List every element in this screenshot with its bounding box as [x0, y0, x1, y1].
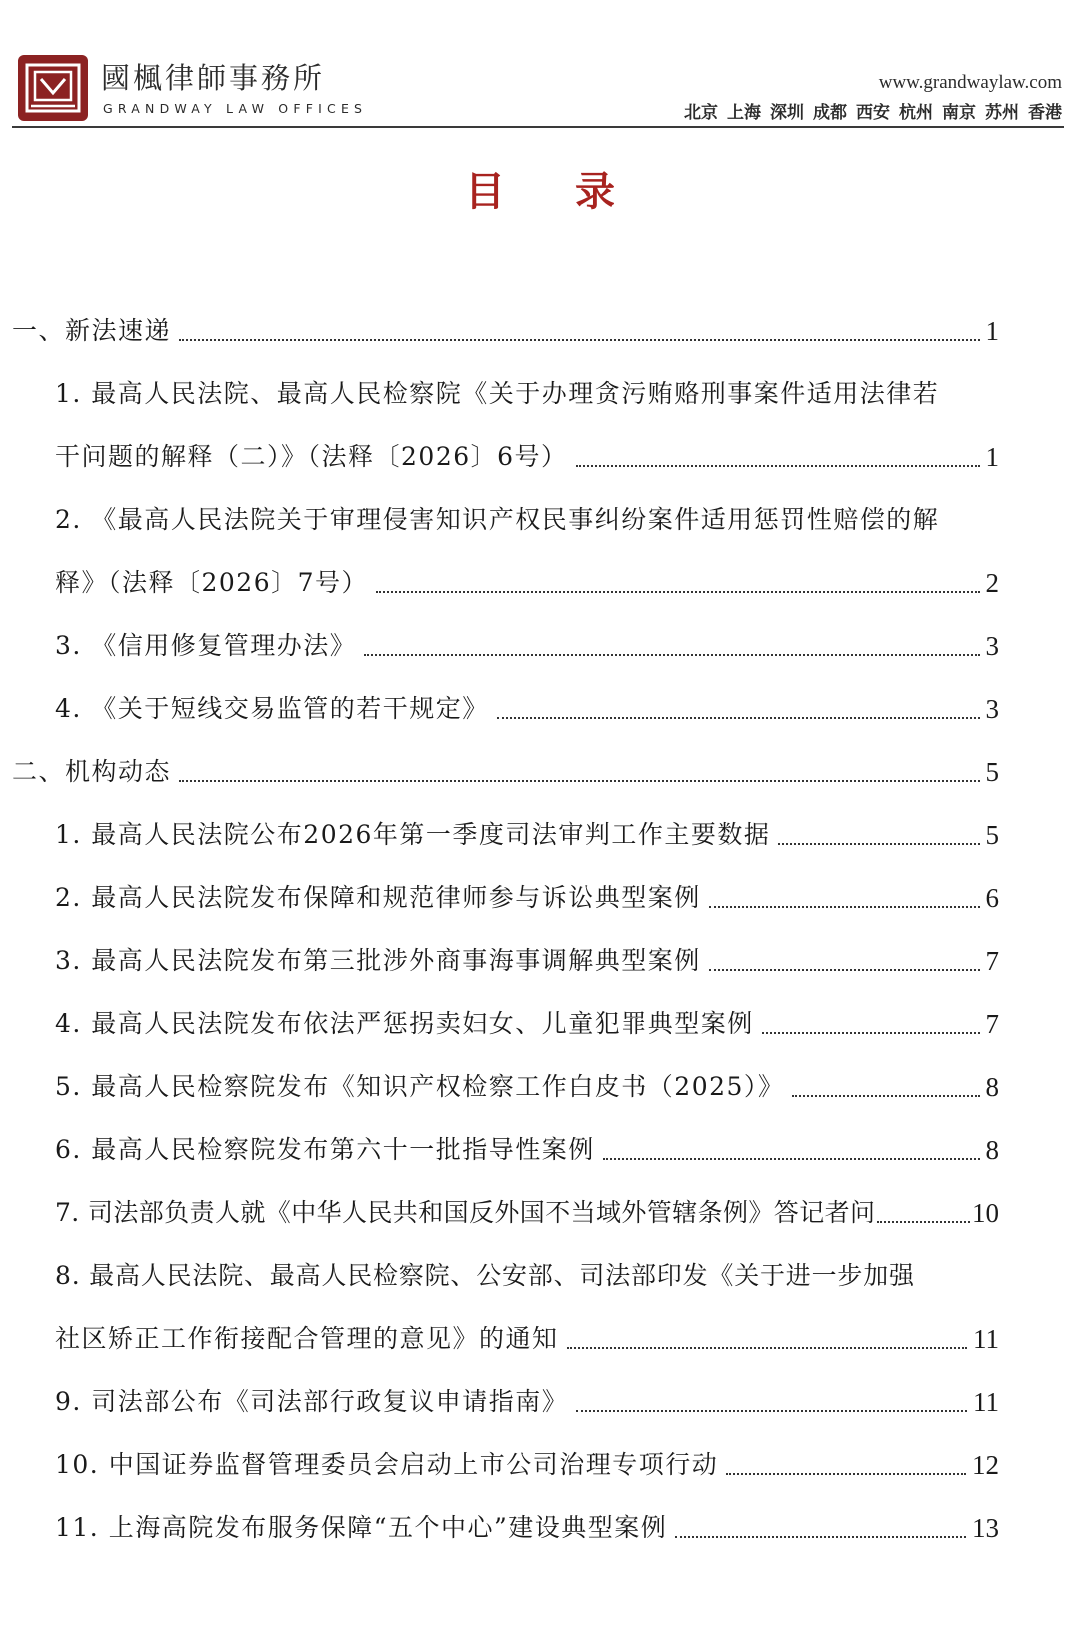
toc-entry-text: 3. 最高人民法院发布第三批涉外商事海事调解典型案例 — [55, 946, 701, 975]
toc-page-number: 11 — [973, 1387, 999, 1417]
city: 北京 — [684, 103, 718, 123]
toc-leader — [709, 969, 980, 971]
city: 西安 — [856, 103, 890, 123]
toc-page-number: 3 — [985, 694, 999, 724]
toc-leader — [364, 654, 979, 656]
toc-entry[interactable] — [55, 941, 999, 981]
toc-page-number: 7 — [985, 946, 999, 976]
page-title: 目 录 — [465, 168, 643, 215]
city: 上海 — [727, 103, 761, 123]
toc-entry-text: 7. 司法部负责人就《中华人民共和国反外国不当域外管辖条例》答记者问 — [55, 1198, 876, 1227]
toc-entry[interactable] — [55, 1382, 999, 1422]
toc-entry-text: 2. 《最高人民法院关于审理侵害知识产权民事纠纷案件适用惩罚性赔偿的解 — [55, 505, 940, 534]
toc-leader — [675, 1536, 966, 1538]
toc-entry-text: 1. 最高人民法院公布2026年第一季度司法审判工作主要数据 — [55, 820, 771, 849]
toc-entry[interactable] — [55, 374, 999, 414]
toc-entry-text: 9. 司法部公布《司法部行政复议申请指南》 — [55, 1387, 569, 1416]
firm-name-cn: 國楓律師事務所 — [101, 61, 326, 95]
toc-entry-text: 干问题的解释（二）》（法释〔2026〕6号） — [55, 442, 568, 471]
toc-entry[interactable] — [55, 689, 999, 729]
toc-entry[interactable] — [55, 815, 999, 855]
toc-entry-text: 5. 最高人民检察院发布《知识产权检察工作白皮书（2025）》 — [55, 1072, 785, 1101]
city: 香港 — [1028, 103, 1062, 123]
toc-page-number: 11 — [973, 1324, 999, 1354]
city: 南京 — [942, 103, 976, 123]
toc-leader — [576, 465, 980, 467]
toc-page-number: 8 — [985, 1135, 999, 1165]
toc-entry-text: 6. 最高人民检察院发布第六十一批指导性案例 — [55, 1135, 595, 1164]
city: 苏州 — [985, 103, 1019, 123]
toc-entry-text: 2. 最高人民法院发布保障和规范律师参与诉讼典型案例 — [55, 883, 701, 912]
toc-entry[interactable] — [55, 626, 999, 666]
toc-leader — [576, 1410, 967, 1412]
office-cities — [675, 98, 1062, 123]
toc-entry-text: 二、机构动态 — [12, 757, 172, 786]
toc-page-number: 5 — [985, 757, 999, 787]
toc-leader — [497, 717, 980, 719]
toc-entry[interactable] — [55, 1193, 999, 1233]
toc-entry-text: 3. 《信用修复管理办法》 — [55, 631, 357, 660]
toc-entry-text: 11. 上海高院发布服务保障“五个中心”建设典型案例 — [55, 1513, 668, 1542]
toc-entry-text: 4. 最高人民法院发布依法严惩拐卖妇女、儿童犯罪典型案例 — [55, 1009, 754, 1038]
toc-leader — [778, 843, 979, 845]
toc-entry-text: 一、新法速递 — [12, 316, 172, 345]
toc-entry[interactable] — [55, 437, 999, 477]
toc-leader — [567, 1347, 967, 1349]
toc-entry[interactable] — [55, 1445, 999, 1485]
toc-page-number: 6 — [985, 883, 999, 913]
toc-leader — [762, 1032, 980, 1034]
toc-page-number: 1 — [985, 316, 999, 346]
toc-entry-text: 10. 中国证券监督管理委员会启动上市公司治理专项行动 — [55, 1450, 719, 1479]
toc-page-number: 5 — [985, 820, 999, 850]
toc-leader — [179, 780, 979, 782]
toc-entry[interactable] — [55, 1130, 999, 1170]
toc-entry-text: 社区矫正工作衔接配合管理的意见》的通知 — [55, 1324, 559, 1353]
toc-page-number: 13 — [972, 1513, 999, 1543]
firm-logo — [18, 55, 88, 121]
toc-page-number: 10 — [972, 1198, 999, 1228]
city: 成都 — [813, 103, 847, 123]
toc-entry[interactable] — [55, 1508, 999, 1548]
toc-section[interactable] — [12, 752, 999, 792]
toc-leader — [376, 591, 979, 593]
header-divider — [12, 126, 1064, 128]
city: 深圳 — [770, 103, 804, 123]
toc-leader — [877, 1221, 970, 1223]
toc-leader — [603, 1158, 980, 1160]
toc-entry[interactable] — [55, 500, 999, 540]
toc-leader — [179, 339, 979, 341]
toc-entry-text: 8. 最高人民法院、最高人民检察院、公安部、司法部印发《关于进一步加强 — [55, 1261, 915, 1290]
toc-section[interactable] — [12, 311, 999, 351]
toc-leader — [792, 1095, 979, 1097]
toc-entry[interactable] — [55, 1067, 999, 1107]
website-url: www.grandwaylaw.com — [878, 72, 1062, 93]
toc-page-number: 2 — [985, 568, 999, 598]
toc-entry-text: 4. 《关于短线交易监管的若干规定》 — [55, 694, 489, 723]
logo-mark-icon — [25, 63, 81, 113]
toc-entry[interactable] — [55, 878, 999, 918]
firm-name-en: GRANDWAY LAW OFFICES — [103, 101, 368, 116]
toc-entry[interactable] — [55, 1004, 999, 1044]
city: 杭州 — [899, 103, 933, 123]
toc-entry[interactable] — [55, 1319, 999, 1359]
toc-page-number: 1 — [985, 442, 999, 472]
toc-leader — [726, 1473, 966, 1475]
letterhead — [0, 0, 1080, 130]
toc-leader — [709, 906, 980, 908]
toc-page-number: 12 — [972, 1450, 999, 1480]
toc-entry[interactable] — [55, 1256, 999, 1296]
toc-page-number: 8 — [985, 1072, 999, 1102]
toc-entry[interactable] — [55, 563, 999, 603]
toc-entry-text: 释》（法释〔2026〕7号） — [55, 568, 369, 597]
toc-page-number: 3 — [985, 631, 999, 661]
toc-entry-text: 1. 最高人民法院、最高人民检察院《关于办理贪污贿赂刑事案件适用法律若 — [55, 379, 940, 408]
toc-page-number: 7 — [985, 1009, 999, 1039]
